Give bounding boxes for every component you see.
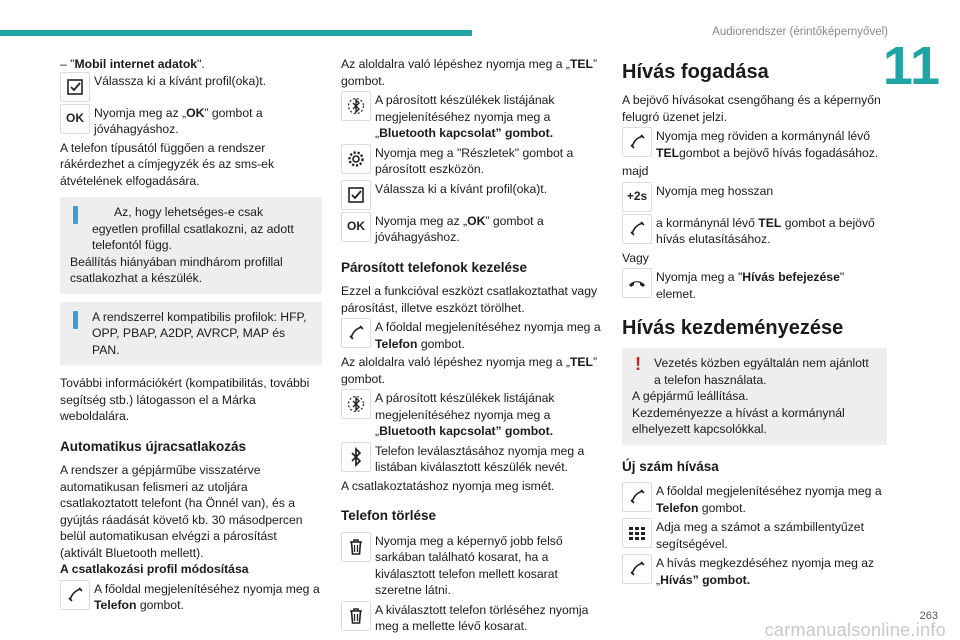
paragraph: A telefon típusától függően a rendszer rákérdezhet a címjegyzék és az sms-ek átvételének elfogadására.: [60, 140, 275, 188]
step-row: OK Nyomja meg az „OK” gombot a jóváhagyáshoz.: [341, 212, 603, 246]
step-row: Nyomja meg a "Részletek" gombot a párosított eszközön.: [341, 144, 603, 178]
gear-icon: [341, 144, 371, 174]
ok-icon: OK: [341, 212, 371, 242]
step-row: a kormánynál lévő TEL gombot a bejövő hívás elutasításához.: [622, 214, 887, 248]
heading-make-call: Hívás kezdeményezése: [622, 317, 844, 339]
step-row: Telefon leválasztásához nyomja meg a listában kiválasztott készülék nevét.: [341, 442, 603, 476]
step-row: A főoldal megjelenítéséhez nyomja meg a Telefon gombot.: [60, 580, 322, 614]
heading-receive-call: Hívás fogadása: [622, 61, 769, 83]
heading-paired-phones: Párosított telefonok kezelése: [341, 259, 528, 275]
section-header: Audiorendszer (érintőképernyővel): [712, 26, 888, 38]
heading-auto-reconnect: Automatikus újracsatlakozás: [60, 438, 247, 454]
paragraph: Az aloldalra való lépéshez nyomja meg a „TEL” gombot.: [341, 355, 598, 386]
step-row: A főoldal megjelenítéséhez nyomja meg a Telefon gombot.: [341, 318, 603, 352]
warning-icon: !: [635, 354, 641, 374]
keypad-icon: [622, 518, 652, 548]
column-2: [341, 56, 603, 637]
hang-up-icon: [622, 268, 652, 298]
paragraph: A bejövő hívásokat csengőhang és a képernyőn felugró üzenet jelzi.: [622, 93, 881, 124]
step-row: Válassza ki a kívánt profil(oka)t.: [94, 72, 322, 102]
warning-note: ! Vezetés közben egyáltalán nem ajánlott a telefon használata. A gépjármű leállítása. Kezdeményezze a hívást a kormánynál elhelyezett kapcsolókkal.: [622, 348, 887, 445]
checkbox-icon: [60, 72, 90, 102]
long-press-icon: +2s: [622, 182, 652, 212]
paragraph: A rendszer a gépjárműbe visszatérve automatikusan felismeri az utoljára csatlakoztatott telefont (ha Önnél van), és a gyújtás ráadását követő kb. 30 másodpercen belül automatikusan elvégzi a párosítást (aktivált Bluetooth mellett).: [60, 463, 303, 560]
watermark: carmanualsonline.info: [764, 619, 946, 640]
info-note: A rendszerrel kompatibilis profilok: HFP, OPP, PBAP, A2DP, AVRCP, MAP és PAN.: [60, 302, 322, 366]
heading-delete-phone: Telefon törlése: [341, 508, 437, 523]
step-row: Nyomja meg a "Hívás befejezése" elemet.: [622, 268, 887, 302]
checkbox-icon: [341, 180, 371, 210]
bluetooth-settings-icon: [341, 389, 371, 419]
info-note: Az, hogy lehetséges-e csak egyetlen profillal csatlakozni, az adott telefontól függ. Beállítás hiányában mindhárom profillal csatlakozhat a készülék.: [60, 197, 322, 294]
phone-icon: [60, 580, 90, 610]
phone-icon: [622, 127, 652, 157]
step-row: Válassza ki a kívánt profil(oka)t.: [341, 180, 603, 210]
heading-new-number: Új szám hívása: [622, 458, 719, 474]
trash-icon: [341, 532, 371, 562]
step-row: Nyomja meg a képernyő jobb felső sarkában található kosarat, ha a kiválasztott telefon mellett kosarat szeretne látni.: [341, 532, 603, 599]
column-1: [60, 56, 322, 616]
trash-icon: [341, 601, 371, 631]
step-row: A párosított készülékek listájának megjelenítéséhez nyomja meg a „Bluetooth kapcsolat” gombot.: [341, 389, 603, 440]
chapter-number: 11: [882, 36, 940, 96]
bluetooth-icon: [341, 442, 371, 472]
paragraph: majd: [622, 164, 649, 178]
step-row: A főoldal megjelenítéséhez nyomja meg a Telefon gombot.: [622, 482, 887, 516]
column-3: [622, 56, 887, 590]
paragraph: Ezzel a funkcióval eszközt csatlakoztathat vagy párosítást, illetve eszközt törölhet.: [341, 284, 598, 315]
phone-icon: [622, 482, 652, 512]
page-number: 263: [919, 609, 938, 622]
info-icon: [73, 311, 78, 329]
subheading: A csatlakozási profil módosítása: [60, 562, 249, 576]
phone-icon: [622, 214, 652, 244]
bluetooth-settings-icon: [341, 91, 371, 121]
step-row: A kiválasztott telefon törléséhez nyomja meg a mellette lévő kosarat.: [341, 601, 603, 635]
step-row: Nyomja meg röviden a kormánynál lévő TELgombot a bejövő hívás fogadásához.: [622, 127, 887, 161]
step-row: Adja meg a számot a számbillentyűzet segítségével.: [622, 518, 887, 552]
paragraph: Vagy: [622, 250, 649, 265]
header-accent-bar: [0, 30, 472, 36]
ok-icon: OK: [60, 104, 90, 134]
step-row: OK Nyomja meg az „OK” gombot a jóváhagyáshoz.: [60, 104, 322, 138]
paragraph: További információkért (kompatibilitás, további segítség stb.) látogasson el a Márka weboldalára.: [60, 376, 310, 423]
phone-icon: [622, 554, 652, 584]
step-row: A hívás megkezdéséhez nyomja meg az „Hívás” gombot.: [622, 554, 887, 588]
list-item: – "Mobil internet adatok".: [60, 57, 205, 71]
paragraph: Az aloldalra való lépéshez nyomja meg a „TEL” gombot.: [341, 57, 598, 88]
phone-icon: [341, 318, 371, 348]
step-row: A párosított készülékek listájának megjelenítéséhez nyomja meg a „Bluetooth kapcsolat” gombot.: [341, 91, 603, 142]
paragraph: A csatlakoztatáshoz nyomja meg ismét.: [341, 478, 555, 493]
step-row: +2s Nyomja meg hosszan: [622, 182, 887, 212]
